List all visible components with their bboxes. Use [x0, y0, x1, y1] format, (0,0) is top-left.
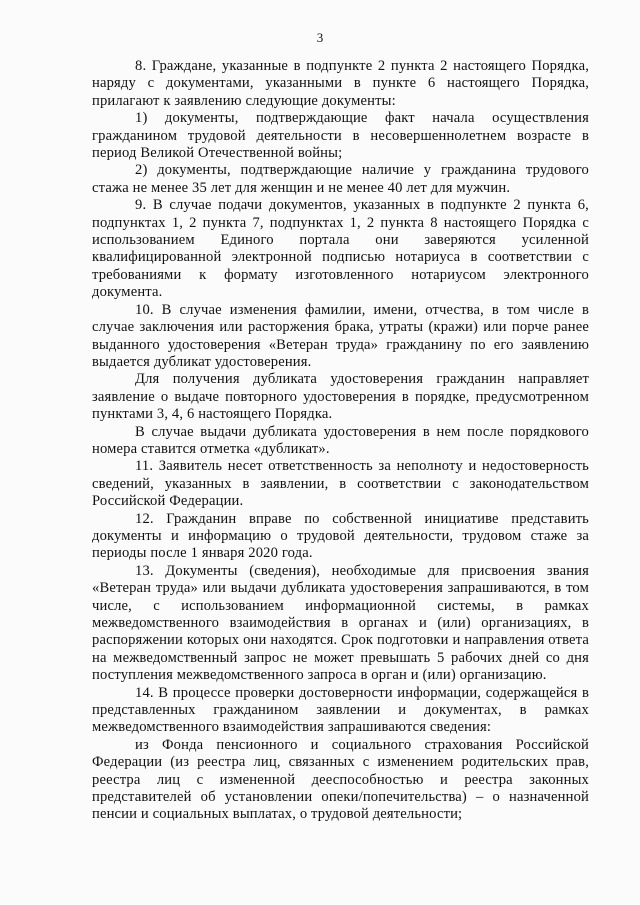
- paragraph-11: 11. Заявитель несет ответственность за неполноту и недостоверность сведений, указанных в заявлении, в соответствии с законодательством Российской Федерации.: [92, 458, 589, 510]
- paragraph-14: 14. В процессе проверки достоверности информации, содержащейся в представленных гражданином заявлении и документах, в рамках межведомственного взаимодействия запрашиваются сведения:: [92, 684, 589, 736]
- page-number: 3: [316, 30, 324, 45]
- paragraph-10: 10. В случае изменения фамилии, имени, отчества, в том числе в случае заключения или расторжения брака, утраты (кражи) или порче ранее выданного удостоверения «Ветеран труда» гражданину по его заявлению выдается дубликат удостоверения.: [92, 301, 589, 370]
- paragraph-14-pension-fund: из Фонда пенсионного и социального страхования Российской Федерации (из реестра лиц, связанных с изменением родительских прав, реестра лиц с измененной дееспособностью и реестра законных представителей об установлении опеки/попечительства) – о назначенной пенсии и социальных выплатах, о трудовой деятельности;: [92, 736, 589, 823]
- paragraph-10-duplicate-mark: В случае выдачи дубликата удостоверения в нем после порядкового номера ставится отметка «дубликат».: [92, 423, 589, 457]
- paragraph-8-item-1: 1) документы, подтверждающие факт начала осуществления гражданином трудовой деятельности в несовершеннолетнем возрасте в период Великой Отечественной войны;: [92, 110, 589, 162]
- paragraph-8: 8. Граждане, указанные в подпункте 2 пункта 2 настоящего Порядка, наряду с документами, указанными в пункте 6 настоящего Порядка, прилагают к заявлению следующие документы:: [92, 58, 589, 109]
- paragraph-12: 12. Гражданин вправе по собственной инициативе представить документы и информацию о трудовой деятельности, трудовом стаже за периоды после 1 января 2020 года.: [92, 510, 589, 562]
- paragraph-8-item-2: 2) документы, подтверждающие наличие у гражданина трудового стажа не менее 35 лет для женщин и не менее 40 лет для мужчин.: [92, 162, 589, 196]
- paragraph-9: 9. В случае подачи документов, указанных в подпункте 2 пункта 6, подпунктах 1, 2 пункта 7, подпунктах 1, 2 пункта 8 настоящего Порядка с использованием Единого портала они заверяются усиленной квалифицированной электронной подписью нотариуса в соответствии с требованиями к формату изготовленного нотариусом электронного документа.: [92, 197, 589, 301]
- paragraph-13: 13. Документы (сведения), необходимые для присвоения звания «Ветеран труда» или выдачи дубликата удостоверения запрашиваются, в том числе, с использованием информационной системы, в рамках межведомственного взаимодействия в органах и (или) организациях, в распоряжении которых они находятся. Срок подготовки и направления ответа на межведомственный запрос не может превышать 5 рабочих дней со дня поступления межведомственного запроса в орган и (или) организацию.: [92, 562, 589, 684]
- paragraph-10-duplicate-request: Для получения дубликата удостоверения гражданин направляет заявление о выдаче повторного удостоверения в порядке, предусмотренном пунктами 3, 4, 6 настоящего Порядка.: [92, 371, 589, 423]
- document-body: [92, 58, 589, 824]
